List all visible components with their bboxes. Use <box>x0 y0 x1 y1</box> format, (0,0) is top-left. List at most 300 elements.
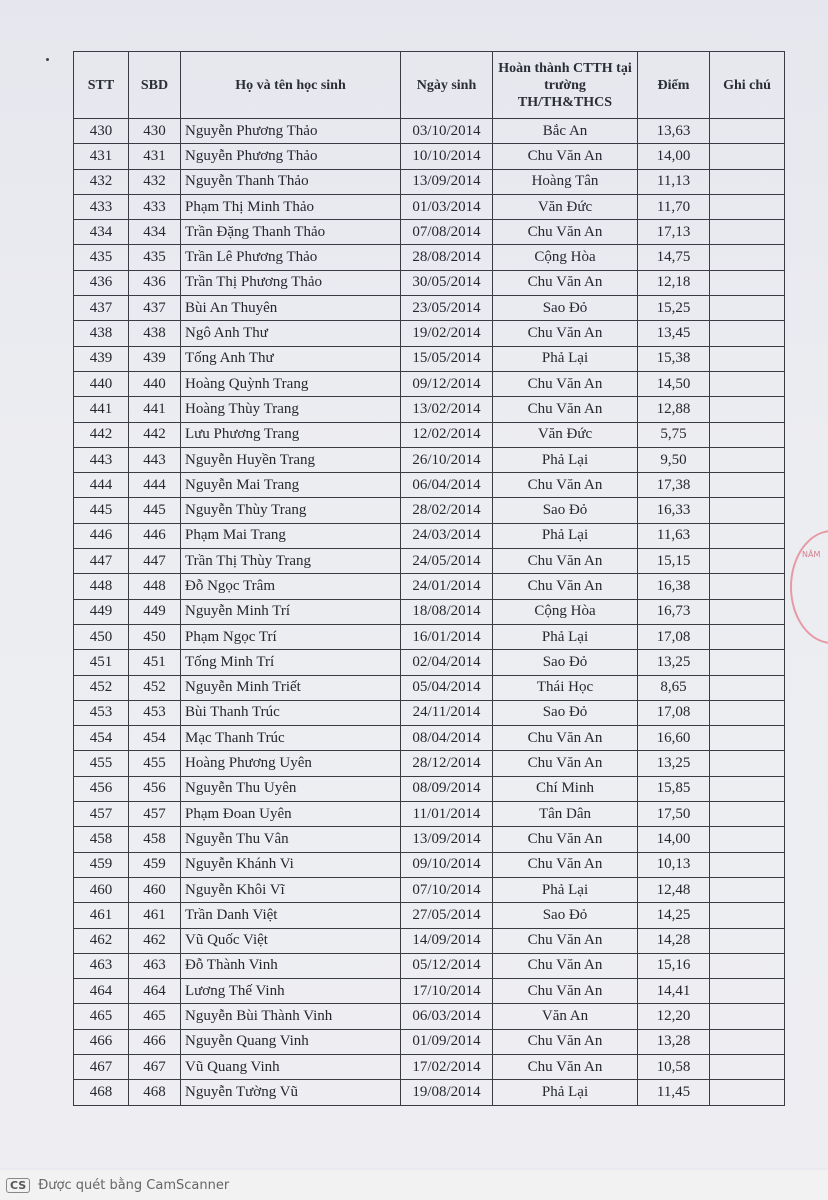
cell-note <box>710 194 785 219</box>
cell-score: 15,16 <box>638 953 710 978</box>
cell-sbd: 462 <box>129 928 181 953</box>
cell-score: 9,50 <box>638 447 710 472</box>
cell-dob: 13/09/2014 <box>401 827 493 852</box>
cell-name: Nguyễn Bùi Thành Vinh <box>181 1004 401 1029</box>
cell-sbd: 441 <box>129 397 181 422</box>
cell-note <box>710 1004 785 1029</box>
cell-school: Chu Văn An <box>493 270 638 295</box>
cell-note <box>710 346 785 371</box>
cell-name: Nguyễn Huyền Trang <box>181 447 401 472</box>
table-row <box>74 624 785 649</box>
cell-stt: 461 <box>74 903 129 928</box>
cell-school: Sao Đỏ <box>493 296 638 321</box>
cell-name: Lưu Phương Trang <box>181 422 401 447</box>
cell-name: Hoàng Phương Uyên <box>181 751 401 776</box>
cell-school: Chu Văn An <box>493 144 638 169</box>
cell-school: Văn Đức <box>493 422 638 447</box>
cell-school: Sao Đỏ <box>493 650 638 675</box>
cell-sbd: 436 <box>129 270 181 295</box>
cell-dob: 01/09/2014 <box>401 1029 493 1054</box>
cell-dob: 28/02/2014 <box>401 498 493 523</box>
cell-score: 12,88 <box>638 397 710 422</box>
cell-school: Chu Văn An <box>493 979 638 1004</box>
cell-stt: 440 <box>74 371 129 396</box>
cell-name: Vũ Quang Vinh <box>181 1054 401 1079</box>
cell-school: Chu Văn An <box>493 473 638 498</box>
cell-school: Chu Văn An <box>493 397 638 422</box>
cell-sbd: 466 <box>129 1029 181 1054</box>
cell-note <box>710 119 785 144</box>
cell-stt: 460 <box>74 877 129 902</box>
table-row <box>74 144 785 169</box>
cell-note <box>710 599 785 624</box>
cell-school: Chí Minh <box>493 776 638 801</box>
cell-note <box>710 321 785 346</box>
cell-sbd: 442 <box>129 422 181 447</box>
table-row <box>74 953 785 978</box>
table-row <box>74 827 785 852</box>
cell-sbd: 461 <box>129 903 181 928</box>
cell-sbd: 435 <box>129 245 181 270</box>
cell-score: 15,85 <box>638 776 710 801</box>
cell-school: Phả Lại <box>493 624 638 649</box>
cell-note <box>710 827 785 852</box>
table-row <box>74 903 785 928</box>
cell-dob: 19/08/2014 <box>401 1080 493 1105</box>
cell-school: Chu Văn An <box>493 953 638 978</box>
cell-stt: 442 <box>74 422 129 447</box>
header-note: Ghi chú <box>710 52 785 119</box>
table-row <box>74 270 785 295</box>
cell-school: Tân Dân <box>493 802 638 827</box>
cell-stt: 454 <box>74 726 129 751</box>
cell-sbd: 438 <box>129 321 181 346</box>
cell-dob: 02/04/2014 <box>401 650 493 675</box>
cell-school: Văn Đức <box>493 194 638 219</box>
cell-sbd: 444 <box>129 473 181 498</box>
cell-name: Trần Thị Thùy Trang <box>181 549 401 574</box>
cell-dob: 17/10/2014 <box>401 979 493 1004</box>
cell-stt: 465 <box>74 1004 129 1029</box>
cell-note <box>710 802 785 827</box>
cell-sbd: 463 <box>129 953 181 978</box>
cell-name: Trần Thị Phương Thảo <box>181 270 401 295</box>
cell-stt: 448 <box>74 574 129 599</box>
cell-score: 14,00 <box>638 144 710 169</box>
cell-note <box>710 1054 785 1079</box>
camscanner-logo-icon: CS <box>6 1178 30 1193</box>
cell-dob: 24/01/2014 <box>401 574 493 599</box>
cell-dob: 23/05/2014 <box>401 296 493 321</box>
cell-score: 11,13 <box>638 169 710 194</box>
cell-name: Đỗ Ngọc Trâm <box>181 574 401 599</box>
cell-dob: 17/02/2014 <box>401 1054 493 1079</box>
cell-note <box>710 979 785 1004</box>
cell-score: 17,38 <box>638 473 710 498</box>
cell-sbd: 450 <box>129 624 181 649</box>
cell-score: 15,38 <box>638 346 710 371</box>
cell-score: 11,70 <box>638 194 710 219</box>
cell-note <box>710 953 785 978</box>
cell-dob: 13/09/2014 <box>401 169 493 194</box>
cell-score: 14,50 <box>638 371 710 396</box>
cell-dob: 07/08/2014 <box>401 220 493 245</box>
cell-stt: 446 <box>74 523 129 548</box>
cell-score: 14,28 <box>638 928 710 953</box>
cell-stt: 468 <box>74 1080 129 1105</box>
table-row <box>74 549 785 574</box>
cell-stt: 439 <box>74 346 129 371</box>
cell-stt: 433 <box>74 194 129 219</box>
table-row <box>74 852 785 877</box>
cell-school: Hoàng Tân <box>493 169 638 194</box>
cell-name: Trần Danh Việt <box>181 903 401 928</box>
cell-school: Phả Lại <box>493 1080 638 1105</box>
cell-dob: 06/04/2014 <box>401 473 493 498</box>
cell-dob: 09/10/2014 <box>401 852 493 877</box>
cell-name: Phạm Thị Minh Thảo <box>181 194 401 219</box>
cell-name: Nguyễn Thanh Thảo <box>181 169 401 194</box>
cell-stt: 437 <box>74 296 129 321</box>
cell-score: 13,45 <box>638 321 710 346</box>
cell-score: 16,60 <box>638 726 710 751</box>
cell-school: Chu Văn An <box>493 852 638 877</box>
cell-score: 12,18 <box>638 270 710 295</box>
cell-note <box>710 169 785 194</box>
cell-sbd: 439 <box>129 346 181 371</box>
cell-sbd: 453 <box>129 700 181 725</box>
cell-dob: 24/03/2014 <box>401 523 493 548</box>
ink-dot <box>46 58 49 61</box>
cell-sbd: 449 <box>129 599 181 624</box>
header-score: Điểm <box>638 52 710 119</box>
cell-note <box>710 877 785 902</box>
cell-dob: 24/05/2014 <box>401 549 493 574</box>
table-row <box>74 979 785 1004</box>
table-row <box>74 650 785 675</box>
cell-dob: 26/10/2014 <box>401 447 493 472</box>
cell-dob: 05/04/2014 <box>401 675 493 700</box>
cell-note <box>710 1029 785 1054</box>
cell-dob: 15/05/2014 <box>401 346 493 371</box>
cell-name: Đỗ Thành Vinh <box>181 953 401 978</box>
table-row <box>74 321 785 346</box>
cell-note <box>710 751 785 776</box>
cell-name: Lương Thế Vinh <box>181 979 401 1004</box>
cell-score: 12,20 <box>638 1004 710 1029</box>
cell-score: 14,41 <box>638 979 710 1004</box>
cell-dob: 07/10/2014 <box>401 877 493 902</box>
cell-name: Trần Lê Phương Thảo <box>181 245 401 270</box>
cell-note <box>710 903 785 928</box>
cell-dob: 12/02/2014 <box>401 422 493 447</box>
cell-score: 14,75 <box>638 245 710 270</box>
cell-score: 17,08 <box>638 624 710 649</box>
table-row <box>74 1054 785 1079</box>
table-row <box>74 574 785 599</box>
cell-sbd: 433 <box>129 194 181 219</box>
cell-sbd: 454 <box>129 726 181 751</box>
cell-sbd: 468 <box>129 1080 181 1105</box>
cell-sbd: 457 <box>129 802 181 827</box>
cell-score: 10,13 <box>638 852 710 877</box>
cell-sbd: 460 <box>129 877 181 902</box>
cell-score: 17,08 <box>638 700 710 725</box>
table-row <box>74 119 785 144</box>
cell-score: 13,25 <box>638 650 710 675</box>
cell-school: Chu Văn An <box>493 928 638 953</box>
cell-school: Cộng Hòa <box>493 599 638 624</box>
cell-score: 15,25 <box>638 296 710 321</box>
cell-stt: 457 <box>74 802 129 827</box>
cell-sbd: 451 <box>129 650 181 675</box>
cell-name: Bùi An Thuyên <box>181 296 401 321</box>
cell-note <box>710 574 785 599</box>
cell-stt: 450 <box>74 624 129 649</box>
cell-sbd: 431 <box>129 144 181 169</box>
cell-note <box>710 776 785 801</box>
cell-sbd: 456 <box>129 776 181 801</box>
cell-name: Phạm Đoan Uyên <box>181 802 401 827</box>
cell-note <box>710 270 785 295</box>
cell-name: Nguyễn Minh Trí <box>181 599 401 624</box>
cell-score: 13,28 <box>638 1029 710 1054</box>
header-sbd: SBD <box>129 52 181 119</box>
cell-school: Chu Văn An <box>493 751 638 776</box>
cell-score: 10,58 <box>638 1054 710 1079</box>
cell-note <box>710 523 785 548</box>
cell-score: 11,45 <box>638 1080 710 1105</box>
cell-score: 14,00 <box>638 827 710 852</box>
cell-sbd: 437 <box>129 296 181 321</box>
cell-dob: 16/01/2014 <box>401 624 493 649</box>
cell-school: Bắc An <box>493 119 638 144</box>
cell-name: Nguyễn Thu Uyên <box>181 776 401 801</box>
cell-dob: 28/08/2014 <box>401 245 493 270</box>
cell-name: Tống Minh Trí <box>181 650 401 675</box>
cell-sbd: 434 <box>129 220 181 245</box>
cell-stt: 449 <box>74 599 129 624</box>
cell-school: Chu Văn An <box>493 574 638 599</box>
cell-dob: 06/03/2014 <box>401 1004 493 1029</box>
cell-name: Mạc Thanh Trúc <box>181 726 401 751</box>
cell-score: 11,63 <box>638 523 710 548</box>
cell-sbd: 445 <box>129 498 181 523</box>
cell-score: 16,73 <box>638 599 710 624</box>
cell-dob: 18/08/2014 <box>401 599 493 624</box>
table-row <box>74 194 785 219</box>
table-header-row <box>74 52 785 119</box>
cell-name: Nguyễn Khôi Vĩ <box>181 877 401 902</box>
cell-dob: 08/09/2014 <box>401 776 493 801</box>
cell-name: Hoàng Thùy Trang <box>181 397 401 422</box>
cell-dob: 09/12/2014 <box>401 371 493 396</box>
cell-sbd: 430 <box>129 119 181 144</box>
table-row <box>74 700 785 725</box>
cell-name: Nguyễn Minh Triết <box>181 675 401 700</box>
cell-note <box>710 624 785 649</box>
cell-sbd: 447 <box>129 549 181 574</box>
cell-sbd: 459 <box>129 852 181 877</box>
cell-note <box>710 422 785 447</box>
cell-note <box>710 928 785 953</box>
table-row <box>74 1080 785 1105</box>
cell-school: Chu Văn An <box>493 371 638 396</box>
cell-score: 17,13 <box>638 220 710 245</box>
table-row <box>74 928 785 953</box>
cell-score: 16,33 <box>638 498 710 523</box>
cell-stt: 434 <box>74 220 129 245</box>
cell-note <box>710 144 785 169</box>
cell-name: Nguyễn Phương Thảo <box>181 144 401 169</box>
cell-dob: 10/10/2014 <box>401 144 493 169</box>
cell-school: Sao Đỏ <box>493 903 638 928</box>
cell-sbd: 465 <box>129 1004 181 1029</box>
cell-stt: 462 <box>74 928 129 953</box>
table-row <box>74 245 785 270</box>
table-row <box>74 371 785 396</box>
cell-name: Nguyễn Phương Thảo <box>181 119 401 144</box>
cell-school: Phả Lại <box>493 523 638 548</box>
cell-school: Chu Văn An <box>493 1029 638 1054</box>
cell-stt: 467 <box>74 1054 129 1079</box>
table-row <box>74 169 785 194</box>
header-stt: STT <box>74 52 129 119</box>
table-row <box>74 498 785 523</box>
table-row <box>74 802 785 827</box>
cell-school: Phả Lại <box>493 877 638 902</box>
cell-stt: 431 <box>74 144 129 169</box>
cell-stt: 435 <box>74 245 129 270</box>
cell-stt: 463 <box>74 953 129 978</box>
table-row <box>74 397 785 422</box>
cell-sbd: 440 <box>129 371 181 396</box>
cell-stt: 432 <box>74 169 129 194</box>
cell-name: Bùi Thanh Trúc <box>181 700 401 725</box>
cell-dob: 08/04/2014 <box>401 726 493 751</box>
cell-sbd: 452 <box>129 675 181 700</box>
cell-stt: 436 <box>74 270 129 295</box>
cell-school: Phả Lại <box>493 346 638 371</box>
cell-note <box>710 675 785 700</box>
cell-score: 15,15 <box>638 549 710 574</box>
cell-name: Ngô Anh Thư <box>181 321 401 346</box>
scanner-footer <box>0 1170 828 1200</box>
cell-note <box>710 700 785 725</box>
cell-score: 13,63 <box>638 119 710 144</box>
cell-dob: 27/05/2014 <box>401 903 493 928</box>
cell-stt: 456 <box>74 776 129 801</box>
table-row <box>74 726 785 751</box>
cell-note <box>710 852 785 877</box>
cell-school: Chu Văn An <box>493 827 638 852</box>
cell-dob: 03/10/2014 <box>401 119 493 144</box>
cell-sbd: 467 <box>129 1054 181 1079</box>
cell-stt: 455 <box>74 751 129 776</box>
cell-note <box>710 371 785 396</box>
cell-stt: 438 <box>74 321 129 346</box>
cell-sbd: 458 <box>129 827 181 852</box>
red-seal-stamp <box>790 530 828 644</box>
cell-name: Phạm Ngọc Trí <box>181 624 401 649</box>
cell-stt: 451 <box>74 650 129 675</box>
cell-stt: 453 <box>74 700 129 725</box>
cell-dob: 19/02/2014 <box>401 321 493 346</box>
cell-school: Chu Văn An <box>493 220 638 245</box>
cell-stt: 447 <box>74 549 129 574</box>
cell-school: Chu Văn An <box>493 321 638 346</box>
cell-name: Tống Anh Thư <box>181 346 401 371</box>
table-row <box>74 599 785 624</box>
cell-dob: 01/03/2014 <box>401 194 493 219</box>
student-results-table <box>73 51 785 1106</box>
table-row <box>74 473 785 498</box>
cell-dob: 24/11/2014 <box>401 700 493 725</box>
cell-score: 13,25 <box>638 751 710 776</box>
cell-name: Nguyễn Khánh Vi <box>181 852 401 877</box>
cell-score: 14,25 <box>638 903 710 928</box>
cell-dob: 14/09/2014 <box>401 928 493 953</box>
header-dob: Ngày sinh <box>401 52 493 119</box>
cell-sbd: 443 <box>129 447 181 472</box>
table-row <box>74 751 785 776</box>
cell-school: Thái Học <box>493 675 638 700</box>
cell-note <box>710 1080 785 1105</box>
cell-sbd: 464 <box>129 979 181 1004</box>
cell-note <box>710 447 785 472</box>
cell-dob: 05/12/2014 <box>401 953 493 978</box>
scanner-footer-text: Được quét bằng CamScanner <box>38 1177 230 1193</box>
stamp-text: NĂM <box>802 550 821 559</box>
cell-school: Phả Lại <box>493 447 638 472</box>
cell-note <box>710 220 785 245</box>
table-row <box>74 422 785 447</box>
table-row <box>74 296 785 321</box>
table-row <box>74 523 785 548</box>
cell-name: Hoàng Quỳnh Trang <box>181 371 401 396</box>
cell-stt: 441 <box>74 397 129 422</box>
table-row <box>74 776 785 801</box>
cell-score: 8,65 <box>638 675 710 700</box>
cell-note <box>710 473 785 498</box>
cell-school: Sao Đỏ <box>493 498 638 523</box>
cell-note <box>710 498 785 523</box>
cell-stt: 466 <box>74 1029 129 1054</box>
table-row <box>74 877 785 902</box>
cell-stt: 459 <box>74 852 129 877</box>
cell-stt: 458 <box>74 827 129 852</box>
cell-stt: 443 <box>74 447 129 472</box>
cell-score: 17,50 <box>638 802 710 827</box>
cell-name: Vũ Quốc Việt <box>181 928 401 953</box>
cell-score: 5,75 <box>638 422 710 447</box>
table-row <box>74 447 785 472</box>
cell-school: Chu Văn An <box>493 726 638 751</box>
cell-note <box>710 397 785 422</box>
cell-note <box>710 650 785 675</box>
cell-school: Văn An <box>493 1004 638 1029</box>
cell-name: Nguyễn Mai Trang <box>181 473 401 498</box>
cell-dob: 30/05/2014 <box>401 270 493 295</box>
cell-dob: 13/02/2014 <box>401 397 493 422</box>
cell-school: Cộng Hòa <box>493 245 638 270</box>
cell-name: Trần Đặng Thanh Thảo <box>181 220 401 245</box>
table-row <box>74 1029 785 1054</box>
cell-sbd: 432 <box>129 169 181 194</box>
cell-school: Chu Văn An <box>493 549 638 574</box>
cell-name: Nguyễn Thu Vân <box>181 827 401 852</box>
cell-stt: 430 <box>74 119 129 144</box>
